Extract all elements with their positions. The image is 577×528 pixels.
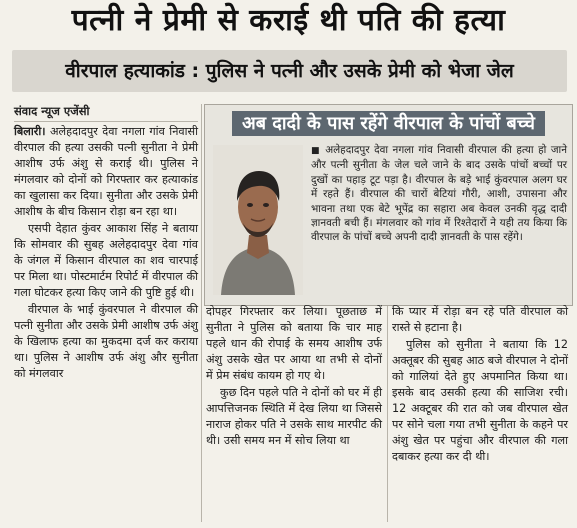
- dateline: बिलारी।: [14, 125, 46, 138]
- paragraph: पुलिस को सुनीता ने बताया कि 12 अक्तूबर की सुबह आठ बजे वीरपाल ने दोनों को गालियां देते हुए अपमानित किया था। इसके बाद उसकी हत्या की साजिश रची। 12 अक्टूबर की रात को जब वीरपाल खेत पर सोने चला गया तभी सुनीता के कहने पर अंशु खेत पर पहुंचा और वीरपाल की गला दबाकर हत्या कर दी थी।: [392, 338, 568, 463]
- portrait-photo-icon: [213, 145, 303, 295]
- paragraph: कि प्यार में रोड़ा बन रहे पति वीरपाल को रास्ते से हटाना है।: [392, 305, 568, 334]
- byline-rule: [14, 121, 198, 122]
- box-title: अब दादी के पास रहेंगे वीरपाल के पांचों बच्चे: [205, 111, 572, 137]
- portrait-photo: [213, 145, 303, 295]
- paragraph-text: अलेहदादपुर देवा नगला गांव निवासी वीरपाल की हत्या उसकी पत्नी सुनीता ने प्रेमी आशीष उर्फ अंशु से कराई थी। पुलिस ने मंगलवार को दोनों को गिरफ्तार कर हत्याकांड का खुलासा कर दिया। सुनीता और उसके प्रेमी आशीष के बीच किसान रोड़ा बन रहा था।: [14, 125, 198, 218]
- paragraph: दोपहर गिरफ्तार कर लिया। पूछताछ में सुनीता ने पुलिस को बताया कि चार माह पहले धान की रोपाई के समय आशीष उर्फ अंशु उसके खेत पर आया था तभी से दोनों में प्रेम संबंध कायम हो गए थे।: [206, 305, 382, 382]
- paragraph: कुछ दिन पहले पति ने दोनों को घर में ही आपत्तिजनक स्थिति में देख लिया था जिससे नाराज होकर पति ने उसके साथ मारपीट की थी। उसी समय मन में सोच लिया था: [206, 386, 382, 447]
- headline: पत्नी ने प्रेमी से कराई थी पति की हत्या: [71, 3, 506, 38]
- column-1: [14, 124, 198, 383]
- column-divider: [201, 104, 202, 522]
- lead-paragraph: [14, 124, 198, 220]
- box-text: ■ अलेहदादपुर देवा नगला गांव निवासी वीरपाल की हत्या हो जाने और पत्नी सुनीता के जेल चले जाने के बाद उसके पांचों बच्चों पर दुखों का पहाड़ टूट पड़ा है। वीरपाल के बड़े भाई कुंवरपाल अलग घर में रहते हैं। वीरपाल की चारों बेटियां गौरी, आशी, उपासना और भावना तथा एक बेटे भूपेंद्र का सहारा अब केवल उनकी वृद्ध दादी ज्ञानवती बची हैं। मंगलवार को गांव में रिश्तेदारों ने यही तय किया कि वीरपाल के पांचों बच्चे अपनी दादी ज्ञानवती के पास रहेंगे।: [311, 144, 567, 244]
- subheadline: वीरपाल हत्याकांड : पुलिस ने पत्नी और उसके प्रेमी को भेजा जेल: [12, 50, 567, 92]
- paragraph: वीरपाल के भाई कुंवरपाल ने वीरपाल की पत्नी सुनीता और उसके प्रेमी आशीष उर्फ अंशु के खिलाफ हत्या का मुकदमा दर्ज कर कराया था। पुलिस ने आशीष उर्फ अंशु और सुनीता को मंगलवार: [14, 303, 198, 380]
- sidebar-box: [204, 104, 573, 306]
- byline: संवाद न्यूज एजेंसी: [14, 104, 90, 118]
- paragraph: एसपी देहात कुंवर आकाश सिंह ने बताया कि सोमवार की सुबह अलेहदादपुर देवा गांव के जंगल में किसान वीरपाल का शव चारपाई पर मिला था। पोस्टमार्टम रिपोर्ट में वीरपाल की गला घोटकर हत्या किए जाने की पुष्टि हुई थी।: [14, 222, 198, 299]
- column-3: [392, 304, 568, 466]
- column-divider: [387, 306, 388, 522]
- bullet-square-icon: ■: [311, 146, 321, 156]
- column-2: [206, 304, 382, 450]
